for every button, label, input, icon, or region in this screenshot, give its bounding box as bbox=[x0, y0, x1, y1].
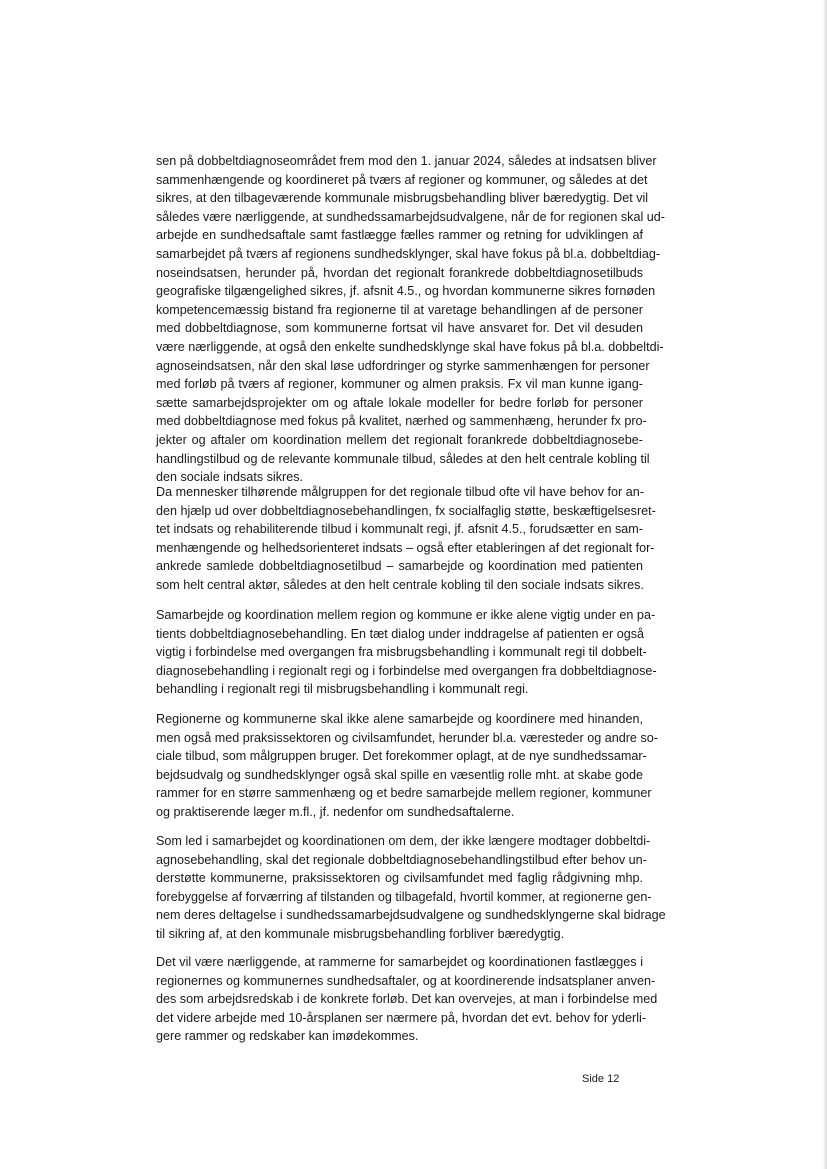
page-edge bbox=[823, 0, 827, 1169]
text-line: tet indsats og rehabiliterende tilbud i kommunalt regi, jf. afsnit 4.5., forudsætter en sam- bbox=[156, 522, 643, 537]
text-line: handlingstilbud og de relevante kommunale tilbud, således at den helt centrale kobling til bbox=[156, 451, 650, 466]
text-line: behandling i regionalt regi til misbrugsbehandling i kommunalt regi. bbox=[156, 682, 529, 697]
page-number: Side 12 bbox=[582, 1073, 620, 1085]
text-line: sen på dobbeltdiagnoseområdet frem mod den 1. januar 2024, således at indsatsen bliver bbox=[156, 154, 657, 168]
text-line: ankrede samlede dobbeltdiagnosetilbud – samarbejde og koordination med patienten bbox=[156, 559, 643, 574]
text-line: nem deres deltagelse i sundhedssamarbejdsudvalgene og sundhedsklyngerne skal bidrage bbox=[156, 908, 666, 923]
text-line: bejdsudvalg og sundhedsklynger også skal spille en væsentlig rolle mht. at skabe gode bbox=[156, 767, 643, 782]
text-line: derstøtte kommunerne, praksissektoren og civilsamfundet med faglig rådgivning mhp. bbox=[156, 871, 643, 886]
text-line: sammenhængende og koordineret på tværs af regioner og kommuner, og således at det bbox=[156, 172, 648, 187]
text-line: men også med praksissektoren og civilsamfundet, herunder bl.a. væresteder og andre so- bbox=[156, 730, 658, 745]
text-line: Det vil være nærliggende, at rammerne for samarbejdet og koordinationen fastlægges i bbox=[156, 955, 643, 969]
paragraph-2 bbox=[156, 483, 656, 595]
text-line: diagnosebehandling i regionalt regi og i forbindelse med overgangen fra dobbeltdiagnose- bbox=[156, 663, 657, 678]
text-line: samarbejdet på tværs af regionens sundhedsklynger, skal have fokus på bl.a. dobbeltdiag- bbox=[156, 246, 661, 261]
text-line: jekter og aftaler om koordination mellem det regionalt forankrede dobbeltdiagnosebe- bbox=[156, 432, 643, 447]
text-line: tients dobbeltdiagnosebehandling. En tæt dialog under inddragelse af patienten er også bbox=[156, 626, 645, 641]
text-line: som helt central aktør, således at den helt centrale kobling til den sociale indsats sikres. bbox=[156, 577, 644, 592]
text-line: Som led i samarbejdet og koordinationen om dem, der ikke længere modtager dobbeltdi- bbox=[156, 834, 651, 848]
text-line: vigtig i forbindelse med overgangen fra misbrugsbehandling i kommunalt regi til dobbelt- bbox=[156, 645, 647, 660]
text-line: det videre arbejde med 10-årsplanen ser nærmere på, hvordan det evt. behov for yderli- bbox=[156, 1010, 647, 1025]
text-line: noseindsatsen, herunder på, hvordan det regionalt forankrede dobbeltdiagnosetilbuds bbox=[156, 265, 643, 280]
text-line: således være nærliggende, at sundhedssamarbejdsudvalgene, når de for regionen skal ud- bbox=[156, 209, 665, 224]
text-line: med dobbeltdiagnose med fokus på kvalitet, nærhed og sammenhæng, herunder fx pro- bbox=[156, 414, 647, 429]
text-line: gere rammer og redskaber kan imødekommes. bbox=[156, 1029, 419, 1044]
text-line: den hjælp ud over dobbeltdiagnosebehandlingen, fx socialfaglig støtte, beskæftigelsesret- bbox=[156, 503, 656, 518]
text-line: Regionerne og kommunerne skal ikke alene samarbejde og koordinere med hinanden, bbox=[156, 712, 643, 726]
text-line: menhængende og helhedsorienteret indsats – også efter etableringen af det regionalt for- bbox=[156, 540, 655, 555]
paragraph-5 bbox=[156, 832, 666, 944]
paragraph-3 bbox=[156, 606, 657, 699]
text-line: des som arbejdsredskab i de konkrete forløb. Det kan overvejes, at man i forbindelse med bbox=[156, 992, 658, 1007]
text-line: ciale tilbud, som målgruppen bruger. Det forekommer oplagt, at de nye sundhedssamar- bbox=[156, 749, 647, 764]
text-line: agnoseindsatsen, når den skal løse udfordringer og styrke sammenhængen for personer bbox=[156, 358, 650, 373]
text-line: med forløb på tværs af regioner, kommuner og almen praksis. Fx vil man kunne igang- bbox=[156, 377, 643, 392]
paragraph-1 bbox=[156, 152, 665, 487]
text-line: og praktiserende læger m.fl., jf. nedenfor om sundhedsaftalerne. bbox=[156, 804, 515, 819]
text-line: Samarbejde og koordination mellem region og kommune er ikke alene vigtig under en pa- bbox=[156, 608, 656, 622]
text-line: kompetencemæssig bistand fra regionerne til at varetage behandlingen af de personer bbox=[156, 302, 643, 317]
text-line: regionernes og kommunernes sundhedsaftaler, og at koordinerende indsatsplaner anven- bbox=[156, 973, 656, 988]
text-line: sikres, at den tilbageværende kommunale misbrugsbehandling bliver bæredygtig. Det vil bbox=[156, 191, 649, 206]
text-line: til sikring af, at den kommunale misbrugsbehandling forbliver bæredygtig. bbox=[156, 926, 565, 941]
text-line: sætte samarbejdsprojekter om og aftale lokale modeller for bedre forløb for personer bbox=[156, 395, 643, 410]
text-line: være nærliggende, at også den enkelte sundhedsklynge skal have fokus på bl.a. dobbeltdi- bbox=[156, 339, 664, 354]
text-line: med dobbeltdiagnose, som kommunerne fortsat vil have ansvaret for. Det vil desuden bbox=[156, 321, 643, 336]
text-line: arbejde en sundhedsaftale samt fastlægge fælles rammer og retning for udviklingen af bbox=[156, 228, 643, 243]
text-line: den sociale indsats sikres. bbox=[156, 470, 303, 485]
text-line: geografiske tilgængelighed sikres, jf. afsnit 4.5., og hvordan kommunerne sikres fornøden bbox=[156, 284, 656, 299]
text-line: Da mennesker tilhørende målgruppen for det regionale tilbud ofte vil have behov for an- bbox=[156, 485, 644, 499]
text-line: rammer for en større sammenhæng og et bedre samarbejde mellem regioner, kommuner bbox=[156, 786, 652, 801]
paragraph-6 bbox=[156, 953, 658, 1046]
text-line: agnosebehandling, skal det regionale dobbeltdiagnosebehandlingstilbud efter behov un- bbox=[156, 852, 647, 867]
text-line: forebyggelse af forværring af tilstanden og tilbagefald, hvortil kommer, at regionerne gen- bbox=[156, 889, 652, 904]
paragraph-4 bbox=[156, 710, 658, 822]
